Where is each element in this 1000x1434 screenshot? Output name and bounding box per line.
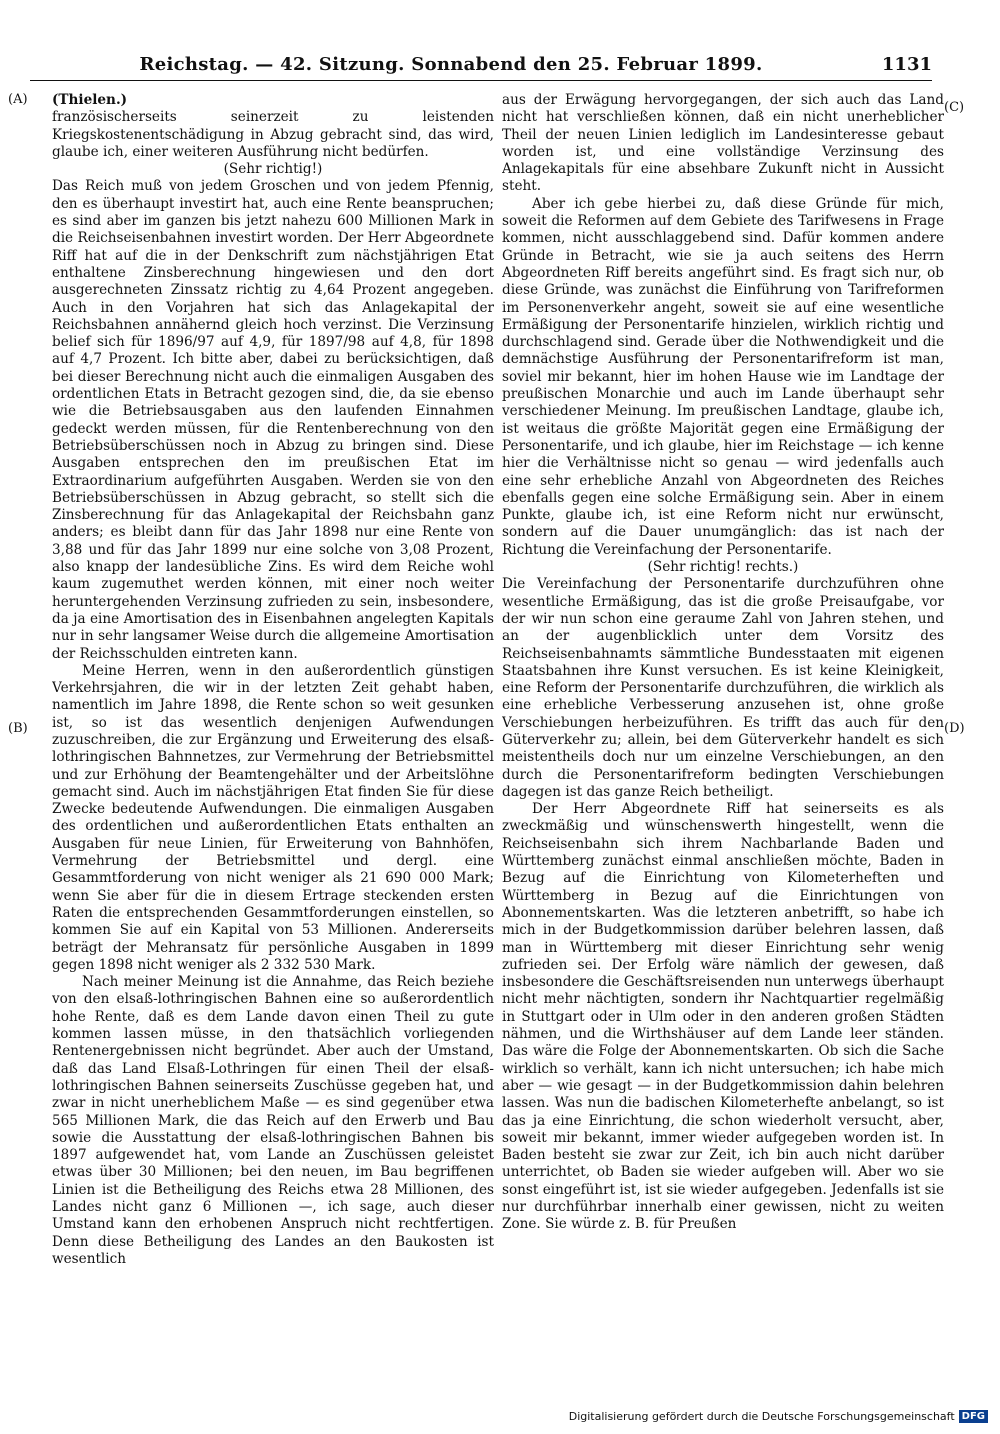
paragraph: Der Herr Abgeordnete Riff hat seinerseits es als zweckmäßig und wünschenswerth hingestellt, wenn die Reichseisenbahn sich ihrem Nachbarlande Baden und Württemberg zunächst einmal anschließen möchte, Baden in Bezug auf die Einrichtung von Kilometerheften und Württemberg in Bezug auf die Einrichtungen von Abonnementskarten. Was die letzteren anbetrifft, so habe ich mich in der Budgetkommission darüber belehren lassen, daß man in Württemberg mit dieser Einrichtung sehr wenig zufrieden sei. Der Erfolg wäre nämlich der gewesen, daß insbesondere die Geschäftsreisenden nun unterwegs überhaupt nicht mehr nächtigten, sondern ihr Nachtquartier regelmäßig in Stuttgart oder in Ulm oder in den anderen großen Städten nähmen, und die Wirthshäuser auf dem Lande leer ständen. Das wäre die Folge der Abonnementskarten. Ob sich die Sache wirklich so verhält, kann ich nicht untersuchen; ich habe mich aber — wie gesagt — in der Budgetkommission dahin belehren lassen. Was nun die badischen Kilometerhefte anbelangt, so ist das ja eine Einrichtung, die schon wiederholt versucht, aber, soweit mir bekannt, immer wieder aufgegeben worden ist. In Baden besteht sie zwar zur Zeit, ich bin auch nicht darüber unterrichtet, ob Baden sie wieder aufgeben will. Aber wo sie sonst eingeführt ist, ist sie wieder aufgegeben. Jedenfalls ist sie nur durchführbar innerhalb einer gewissen, nicht zu weiten Zone. Sie würde z. B. für Preußen bbox=[502, 801, 944, 1233]
paragraph: französischerseits seinerzeit zu leistenden Kriegskostenentschädigung in Abzug gebracht sind, das wird, glaube ich, einer weiteren Ausführung nicht bedürfen. bbox=[52, 109, 494, 160]
page-header bbox=[30, 50, 932, 81]
margin-marker-d: (D) bbox=[944, 721, 965, 736]
right-column bbox=[502, 92, 944, 1362]
running-title: Reichstag. — 42. Sitzung. Sonnabend den 25. Februar 1899. bbox=[139, 54, 763, 75]
dfg-logo: DFG bbox=[959, 1410, 988, 1423]
aside-remark: (Sehr richtig!) bbox=[223, 161, 323, 178]
paragraph: aus der Erwägung hervorgegangen, der sich auch das Land nicht hat verschließen können, daß ein nicht unerheblicher Theil der neuen Linien lediglich im Landesinteresse gebaut worden ist, und eine vollständige Verzinsung des Anlagekapitals für eine absehbare Zukunft nicht in Aussicht steht. bbox=[502, 92, 944, 195]
page-number: 1131 bbox=[881, 54, 932, 75]
margin-marker-c: (C) bbox=[944, 100, 965, 115]
paragraph: Meine Herren, wenn in den außerordentlich günstigen Verkehrsjahren, die wir in der letzten Zeit gehabt haben, namentlich im Jahre 1898, die Rente schon so weit gesunken ist, so ist das wesentlich denjenigen Aufwendungen zuzuschreiben, die zur Ergänzung und Erweiterung des elsaß-lothringischen Bahnnetzes, zur Vermehrung der Betriebsmittel und zur Erhöhung der Beamtengehälter und der Arbeitslöhne gemacht sind. Auch im nächstjährigen Etat finden Sie für diese Zwecke bedeutende Aufwendungen. Die einmaligen Ausgaben des ordentlichen und außerordentlichen Etats enthalten an Ausgaben für neue Linien, für Erweiterung von Bahnhöfen, Vermehrung der Betriebsmittel und dergl. eine Gesammtforderung von nicht weniger als 21 690 000 Mark; wenn Sie aber für die in diesem Ertrage steckenden ersten Raten die entsprechenden Gesammtforderungen einstellen, so kommen Sie auf ein Kapital von 53 Millionen. Andererseits beträgt der Mehransatz für persönliche Ausgaben in 1899 gegen 1898 nicht weniger als 2 332 530 Mark. bbox=[52, 662, 494, 973]
aside-remark: (Sehr richtig! rechts.) bbox=[647, 559, 799, 576]
margin-marker-b: (B) bbox=[8, 721, 28, 736]
paragraph: Aber ich gebe hierbei zu, daß diese Gründe für mich, soweit die Reformen auf dem Gebiete des Tarifwesens in Frage kommen, nicht ausschlaggebend sind. Dafür kommen andere Gründe in Betracht, wie sie ja auch seitens des Herrn Abgeordneten Riff bereits angeführt sind. Es fragt sich nur, ob diese Gründe, was zunächst die Einführung von Tarifreformen im Personenverkehr angeht, soweit sie auf eine wesentliche Ermäßigung der Personentarife hinzielen, wirklich richtig und durchschlagend sind. Gerade über die Nothwendigkeit und die demnächstige Ausführung der Personentarifreform ist man, soviel mir bekannt, hier im hohen Hause wie im Landtage der preußischen Monarchie und auch im Lande überhaupt sehr verschiedener Meinung. Im preußischen Landtage, glaube ich, ist weitaus die größte Majorität gegen eine Ermäßigung der Personentarife, und ich glaube, hier im Reichstage — ich kenne hier die Verhältnisse nicht so genau — wird jedenfalls auch eine sehr erhebliche Anzahl von Abgeordneten des Reiches ebenfalls gegen eine solche Ermäßigung sein. Aber in einem Punkte, glaube ich, ist eine Reform nicht nur erwünscht, sondern auf die Dauer unumgänglich: das ist nach der Richtung die Vereinfachung der Personentarife. bbox=[502, 195, 944, 558]
speaker-label: (Thielen.) bbox=[52, 92, 128, 108]
paragraph: Die Vereinfachung der Personentarife durchzuführen ohne wesentliche Ermäßigung, das ist die große Preisaufgabe, vor der wir nun schon eine geraume Zahl von Jahren stehen, und an der augenblicklich unter dem Vorsitz des Reichseisenbahnamts sämmtliche Bundesstaaten mit eigenen Staatsbahnen ihre Kunst versuchen. Es ist keine Kleinigkeit, eine Reform der Personentarife durchzuführen, die wirklich als eine erhebliche Verbesserung anzusehen ist, ohne große Verschiebungen herbeizuführen. Es trifft das auch für den Güterverkehr zu; allein, bei dem Güterverkehr handelt es sich meistentheils doch nur um einzelne Verschiebungen, an den durch die Personentarifreform bedingten Verschiebungen dagegen ist das ganze Reich betheiligt. bbox=[502, 576, 944, 800]
left-column bbox=[52, 92, 494, 1362]
credit-text: Digitalisierung gefördert durch die Deutsche Forschungsgemeinschaft bbox=[568, 1410, 955, 1423]
digitization-credit bbox=[569, 1410, 988, 1423]
paragraph: Nach meiner Meinung ist die Annahme, das Reich beziehe von den elsaß-lothringischen Bahnen eine so außerordentlich hohe Rente, daß es dem Lande davon einen Theil zu gute kommen lassen müsse, in den thatsächlich vorliegenden Rentenergebnissen nicht begründet. Aber auch der Umstand, daß das Land Elsaß-Lothringen für einen Theil der elsaß-lothringischen Bahnen seinerseits Zuschüsse gegeben hat, und zwar in nicht unerheblichem Maße — es sind gegenüber etwa 565 Millionen Mark, die das Reich auf den Erwerb und Bau sowie die Ausstattung der elsaß-lothringischen Bahnen bis 1897 aufgewendet hat, vom Lande an Zuschüssen geleistet etwas über 30 Millionen; bei den neuen, im Bau begriffenen Linien ist die Betheiligung des Reichs etwa 28 Millionen, des Landes nicht ganz 6 Millionen —, ich sage, auch dieser Umstand kann den erhobenen Anspruch nicht rechtfertigen. Denn diese Betheiligung des Landes an den Baukosten ist wesentlich bbox=[52, 974, 494, 1267]
paragraph: Das Reich muß von jedem Groschen und von jedem Pfennig, den es überhaupt investirt hat, auch eine Rente beanspruchen; es sind aber im ganzen bis jetzt nahezu 600 Millionen Mark in die Reichseisenbahnen investirt worden. Der Herr Abgeordnete Riff hat auf die in der Denkschrift zum nächstjährigen Etat enthaltene Zinsberechnung hingewiesen und den dort ausgerechneten Zinssatz richtig zu 4,64 Prozent angegeben. Auch in den Vorjahren hat sich das Anlagekapital der Reichsbahnen annähernd gleich hoch verzinst. Die Verzinsung belief sich für 1896/97 auf 4,9, für 1897/98 auf 4,8, für 1898 auf 4,7 Prozent. Ich bitte aber, dabei zu berücksichtigen, daß bei dieser Berechnung nicht auch die einmaligen Ausgaben des ordentlichen Etats in Betracht gezogen sind, die, da sie ebenso wie die Betriebsausgaben aus den laufenden Einnahmen gedeckt werden müssen, für die Rentenberechnung von den Betriebsüberschüssen noch in Abzug zu bringen sind. Diese Ausgaben entsprechen den im preußischen Etat im Extraordinarium aufgeführten Ausgaben. Werden sie von den Betriebsüberschüssen in Abzug gebracht, so stellt sich die Zinsberechnung für das Anlagekapital der Reichsbahn ganz anders; es bleibt dann für das Jahr 1898 nur eine Rente von 3,88 und für das Jahr 1899 nur eine solche von 3,08 Prozent, also knapp der landesübliche Zins. Es wird dem Reiche wohl kaum zugemuthet werden können, mit einer noch weiter heruntergehenden Verzinsung zufrieden zu sein, insbesondere, da ja eine Amortisation des in Eisenbahnen angelegten Kapitals nur in sehr langsamer Weise durch die allgemeine Amortisation der Reichsschulden eintreten kann. bbox=[52, 178, 494, 662]
margin-marker-a: (A) bbox=[8, 92, 28, 107]
